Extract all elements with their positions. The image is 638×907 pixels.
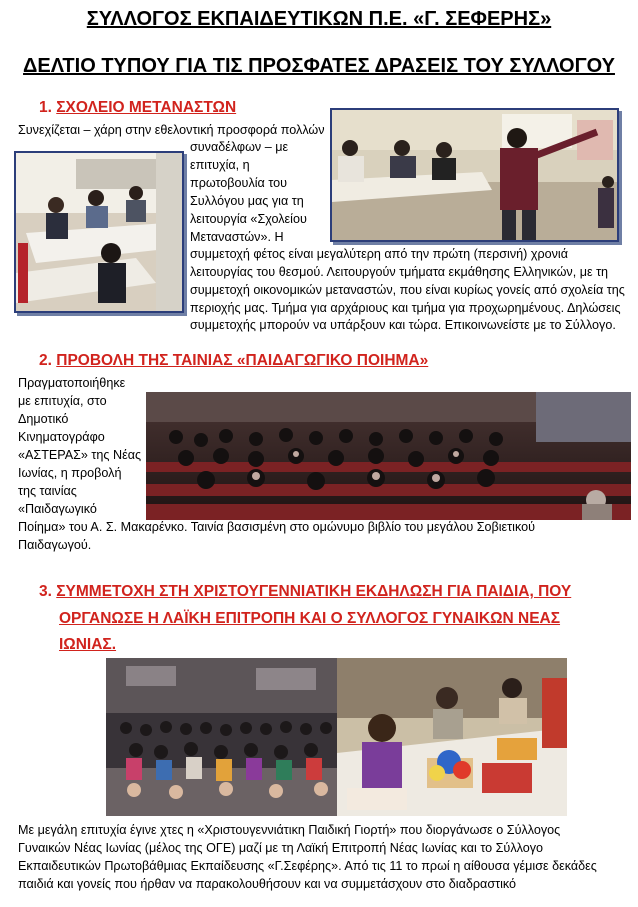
section-2-line: της ταινίας [18, 484, 77, 498]
section-2-line: Ιωνίας, η προβολή [18, 466, 122, 480]
section-1-line: Συλλόγου μας για τη [190, 194, 304, 208]
section-2-number: 2. [39, 352, 52, 369]
section-2-line: Παιδαγωγού. [18, 538, 92, 552]
section-2-line: Πραγματοποιήθηκε [18, 376, 126, 390]
section-2-line: Δημοτικό [18, 412, 69, 426]
christmas-crafts-photo [337, 658, 567, 816]
section-3-heading-cont [59, 610, 560, 628]
section-2-line: Ποίημα» του Α. Σ. Μακαρένκο. Ταινία βασισμένη στο ομώνυμο βιβλίο του μεγάλου Σοβιετικού [18, 520, 535, 534]
section-1-line: λειτουργία «Σχολείου [190, 212, 307, 226]
section-3-title-line: ΣΥΜΜΕΤΟΧΗ ΣΤΗ ΧΡΙΣΤΟΥΓΕΝΝΙΑΤΙΚΗ ΕΚΔΗΛΩΣΗ ΓΙΑ ΠΑΙΔΙΑ, ΠΟΥ [56, 583, 572, 600]
section-3-line: Γυναικών Νέας Ιωνίας (μέλος της ΟΓΕ) μαζί με τη Λαϊκή Επιτροπή Νέας Ιωνίας και το Σύλλογο [18, 841, 544, 855]
section-1-line: πρωτοβουλία του [190, 176, 288, 190]
section-1-line: Συνεχίζεται – χάρη στην εθελοντική προσφορά πολλών [18, 123, 325, 137]
section-1-line: λειτουργίας του θεσμού. Λειτουργούν τμήματα εκμάθησης Ελληνικών, με τη [190, 265, 609, 279]
section-2-line: «Παιδαγωγικό [18, 502, 97, 516]
section-2-line: Κινηματογράφο [18, 430, 105, 444]
section-3-title-line: ΙΩΝΙΑΣ. [59, 636, 117, 653]
section-1-title: ΣΧΟΛΕΙΟ ΜΕΤΑΝΑΣΤΩΝ [56, 99, 237, 116]
section-1-line: συναδέλφων – με [190, 140, 289, 154]
section-3-heading-cont [59, 636, 116, 654]
section-2-heading [39, 352, 428, 370]
section-1-line: συμμετοχή φέτος είναι μεγαλύτερη από την πρώτη (περσινή) χρονιά [190, 247, 568, 261]
section-3-number: 3. [39, 583, 52, 600]
section-3-title-line: ΟΡΓΑΝΩΣΕ Η ΛΑΪΚΗ ΕΠΙΤΡΟΠΗ ΚΑΙ Ο ΣΥΛΛΟΓΟΣ ΓΥΝΑΙΚΩΝ ΝΕΑΣ [59, 610, 561, 627]
christmas-event-hall-photo [106, 658, 344, 816]
section-1-line: περιοχής μας. Τμήμα για αρχάριους και τμήμα για προχωρημένους. Δηλώσεις [190, 301, 621, 315]
section-1-line: επιτυχία, η [190, 158, 250, 172]
section-1-heading [39, 99, 236, 117]
document-title: ΣΥΛΛΟΓΟΣ ΕΚΠΑΙΔΕΥΤΙΚΩΝ Π.Ε. «Γ. ΣΕΦΕΡΗΣ» [86, 8, 552, 30]
section-1-line: συμμετοχής μπορούν να υπάρξουν και τώρα. Επικοινωνείστε με το Σύλλογο. [190, 318, 616, 332]
section-3-line: Εκπαιδευτικών Πρωτοβάθμιας Εκπαίδευσης «Γ.Σεφέρης». Από τις 11 το πρωί η αίθουσα γέμισε δεκάδες [18, 859, 597, 873]
migrant-school-lesson-photo [330, 108, 619, 242]
section-3-line: παιδιά και γονείς που ήρθαν να παρακολουθήσουν και να συμμετάσχουν στο διαδραστικό [18, 877, 517, 891]
section-3-heading [39, 583, 571, 601]
cinema-screening-photo [146, 392, 631, 520]
section-1-line: Μεταναστών». Η [190, 230, 284, 244]
migrant-school-classroom-photo [14, 151, 184, 313]
section-1-line: συμμετοχή οικονομικών μεταναστών, που είναι κυρίως γονείς από σχολεία της [190, 283, 625, 297]
section-1-number: 1. [39, 99, 52, 116]
section-2-line: «ΑΣΤΕΡΑΣ» της Νέας [18, 448, 142, 462]
document-subtitle: ΔΕΛΤΙΟ ΤΥΠΟΥ ΓΙΑ ΤΙΣ ΠΡΟΣΦΑΤΕΣ ΔΡΑΣΕΙΣ ΤΟΥ ΣΥΛΛΟΓΟΥ [23, 55, 615, 77]
section-2-line: με επιτυχία, στο [18, 394, 107, 408]
section-3-line: Με μεγάλη επιτυχία έγινε χτες η «Χριστουγεννιάτικη Παιδική Γιορτή» που διοργάνωσε ο Σύλλογος [18, 823, 561, 837]
section-2-title: ΠΡΟΒΟΛΗ ΤΗΣ ΤΑΙΝΙΑΣ «ΠΑΙΔΑΓΩΓΙΚΟ ΠΟΙΗΜΑ» [56, 352, 429, 369]
